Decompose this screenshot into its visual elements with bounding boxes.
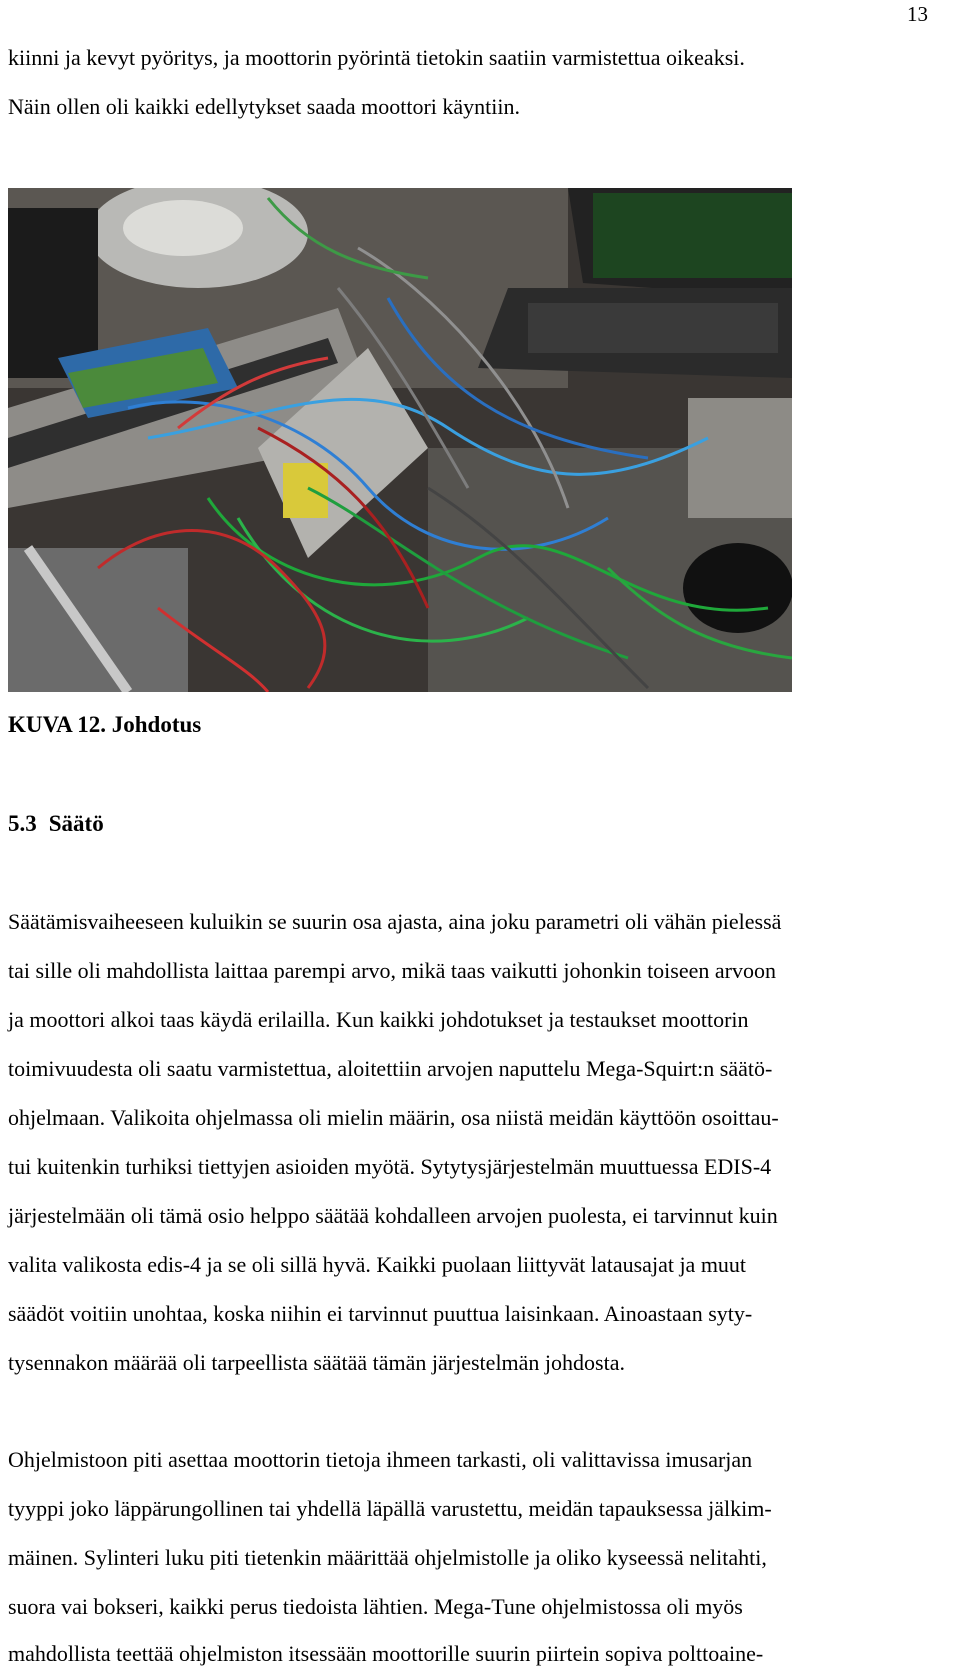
page-number: 13 [907,2,928,26]
paragraph-2-line: Ohjelmistoon piti asettaa moottorin tietoja ihmeen tarkasti, oli valittavissa imusarjan [8,1447,753,1472]
paragraph-1-line: valita valikosta edis-4 ja se oli sillä hyvä. Kaikki puolaan liittyvät latausajat ja muut [8,1252,747,1277]
paragraph-1-line: toimivuudesta oli saatu varmistettua, aloitettiin arvojen naputtelu Mega-Squirt:n säätö- [8,1056,773,1081]
paragraph-2-line: mahdollista teettää ohjelmiston itsessään moottorille suurin piirtein sopiva polttoaine- [8,1641,764,1666]
paragraph-2-line: tyyppi joko läppärungollinen tai yhdellä läpällä varustettu, meidän tapauksessa jälkim- [8,1496,772,1521]
figure-caption: KUVA 12. Johdotus [8,712,202,737]
section-title: Säätö [48,811,104,836]
paragraph-1-line: ohjelmaan. Valikoita ohjelmassa oli mielin määrin, osa niistä meidän käyttöön osoittau- [8,1105,779,1130]
paragraph-1-line: säädöt voitiin unohtaa, koska niihin ei tarvinnut puuttua laisinkaan. Ainoastaan syty- [8,1301,753,1326]
section-number: 5.3 [8,811,37,836]
paragraph-1-line: Säätämisvaiheeseen kuluikin se suurin osa ajasta, aina joku parametri oli vähän pielessä [8,909,782,934]
paragraph-1-line: ja moottori alkoi taas käydä erilailla. Kun kaikki johdotukset ja testaukset moottorin [8,1007,749,1032]
paragraph-1-line: tui kuitenkin turhiksi tiettyjen asioiden myötä. Sytytysjärjestelmän muuttuessa EDIS-4 [8,1154,772,1179]
paragraph-1-line: järjestelmään oli tämä osio helppo säätää kohdalleen arvojen puolesta, ei tarvinnut kuin [8,1203,778,1228]
section-heading [8,811,104,837]
paragraph-2-line: suora vai bokseri, kaikki perus tiedoista lähtien. Mega-Tune ohjelmistossa oli myös [8,1594,743,1619]
intro-line-1: kiinni ja kevyt pyöritys, ja moottorin pyörintä tietokin saatiin varmistettua oikeaksi. [8,45,745,70]
intro-line-2: Näin ollen oli kaikki edellytykset saada moottori käyntiin. [8,94,521,119]
paragraph-1-line: tai sille oli mahdollista laittaa parempi arvo, mikä taas vaikutti johonkin toiseen arvoon [8,958,776,983]
paragraph-2-line: mäinen. Sylinteri luku piti tietenkin määrittää ohjelmistolle ja oliko kyseessä nelitahti, [8,1545,767,1570]
wiring-photo [8,188,792,692]
paragraph-1-line: tysennakon määrää oli tarpeellista säätää tämän järjestelmän johdosta. [8,1350,625,1375]
